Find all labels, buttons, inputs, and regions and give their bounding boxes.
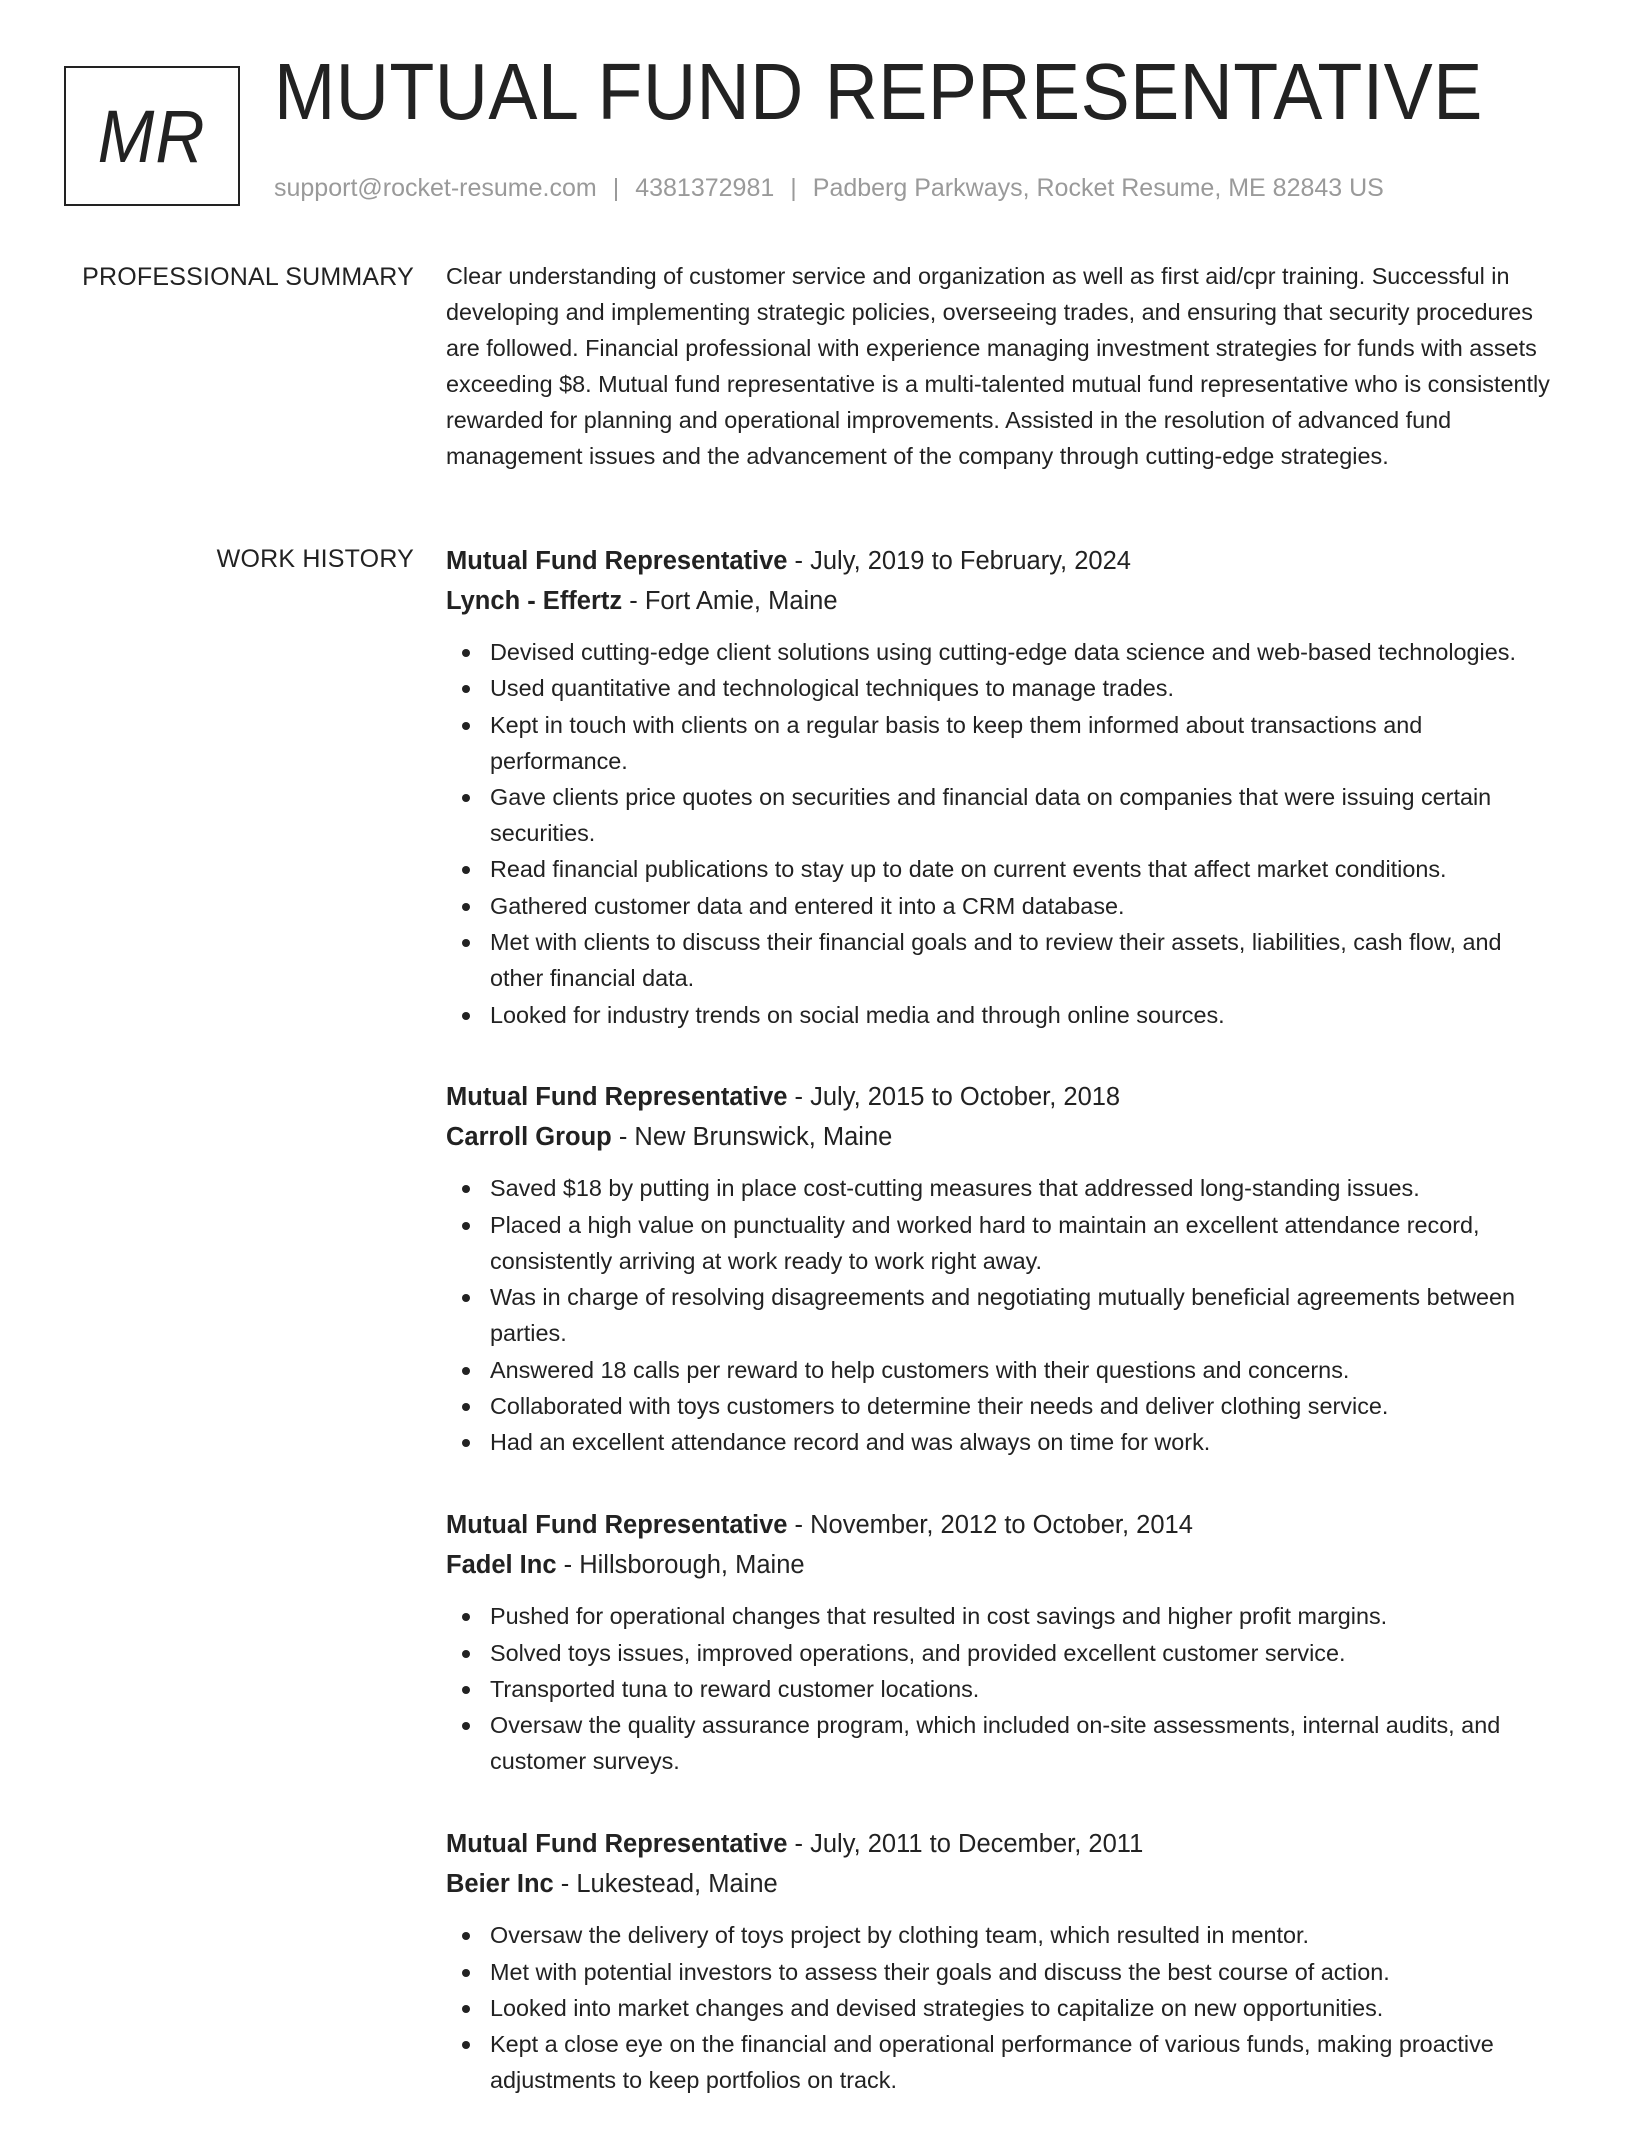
bullet-dot-icon [462,722,470,730]
bullet-dot-icon [462,1686,470,1694]
bullet-text: Collaborated with toys customers to determine their needs and deliver clothing service. [490,1392,1389,1419]
list-item [446,1918,1560,1954]
bullet-text: Oversaw the delivery of toys project by clothing team, which resulted in mentor. [490,1922,1310,1949]
job-location: - New Brunswick, Maine [611,1123,893,1152]
bullet-text: Gathered customer data and entered it into a CRM database. [490,892,1125,919]
job-entry [446,541,1560,1033]
monogram-box [64,66,240,206]
list-item [446,1280,1560,1352]
page-title: MUTUAL FUND REPRESENTATIVE [274,47,1483,136]
job-company-line [446,1864,1560,1904]
job-entry [446,1505,1560,1780]
job-title-line [446,1077,1560,1117]
bullet-text: Was in charge of resolving disagreements and negotiating mutually beneficial agreements between parties. [490,1284,1516,1347]
bullet-dot-icon [462,2041,470,2049]
job-company: Fadel Inc [446,1551,557,1580]
contact-email: support@rocket-resume.com [274,174,597,202]
list-item [446,852,1560,888]
bullet-dot-icon [462,1613,470,1621]
list-item [446,1991,1560,2027]
list-item [446,635,1560,671]
job-company-line [446,1545,1560,1585]
bullet-dot-icon [462,685,470,693]
bullet-dot-icon [462,1294,470,1302]
bullet-text: Placed a high value on punctuality and worked hard to maintain an excellent attendance record, consistently arriving at work ready to work right away. [490,1211,1480,1274]
job-bullet-list [446,1599,1560,1780]
bullet-dot-icon [462,1969,470,1977]
work-history-body [446,541,1560,2143]
monogram-initials: MR [98,94,206,178]
job-title-line [446,541,1560,581]
bullet-dot-icon [462,1012,470,1020]
job-company: Lynch - Effertz [446,587,623,615]
bullet-text: Looked into market changes and devised strategies to capitalize on new opportunities. [490,1995,1384,2022]
list-item [446,1171,1560,1207]
bullet-dot-icon [462,1650,470,1658]
list-item [446,780,1560,852]
contact-line [274,176,1384,201]
job-title: Mutual Fund Representative [446,1511,788,1540]
list-item [446,1208,1560,1280]
bullet-dot-icon [462,1932,470,1940]
job-dates: - November, 2012 to October, 2014 [787,1511,1193,1540]
bullet-text: Used quantitative and technological techniques to manage trades. [490,675,1174,702]
bullet-text: Transported tuna to reward customer locations. [490,1676,980,1703]
job-entry [446,1824,1560,2099]
summary-text: Clear understanding of customer service and organization as well as first aid/cpr training. Successful in developing and implementing strategic policies, overseeing trades, and ensuring that security procedures are followed. Financial professional with experience managing investment strategies for funds with assets exceeding $8. Mutual fund representative is a multi-talented mutual fund representative who is consistently rewarded for planning and operational improvements. Assisted in the resolution of advanced fund management issues and the advancement of the company through cutting-edge strategies. [446,263,1550,469]
list-item [446,1636,1560,1672]
list-item [446,1708,1560,1780]
bullet-dot-icon [462,1439,470,1447]
contact-phone: 4381372981 [635,174,775,202]
bullet-dot-icon [462,1403,470,1411]
list-item [446,1425,1560,1461]
bullet-text: Gave clients price quotes on securities and financial data on companies that were issuing certain securities. [490,784,1492,847]
job-bullet-list [446,1171,1560,1461]
section-label-summary: PROFESSIONAL SUMMARY [82,263,414,291]
section-label-work-history: WORK HISTORY [216,545,414,573]
bullet-dot-icon [462,1222,470,1230]
list-item [446,1955,1560,1991]
summary-body [446,259,1560,474]
bullet-dot-icon [462,866,470,874]
bullet-text: Answered 18 calls per reward to help customers with their questions and concerns. [490,1356,1350,1383]
bullet-dot-icon [462,903,470,911]
bullet-dot-icon [462,1367,470,1375]
job-company-line [446,1117,1560,1157]
bullet-text: Oversaw the quality assurance program, which included on-site assessments, internal audits, and customer surveys. [490,1712,1501,1775]
job-title: Mutual Fund Representative [446,1083,788,1112]
list-item [446,708,1560,780]
bullet-text: Met with clients to discuss their financial goals and to review their assets, liabilities, cash flow, and other financial data. [490,929,1502,992]
job-title: Mutual Fund Representative [446,1830,788,1859]
bullet-dot-icon [462,939,470,947]
bullet-text: Had an excellent attendance record and was always on time for work. [490,1429,1211,1456]
bullet-dot-icon [462,794,470,802]
job-bullet-list [446,635,1560,1033]
bullet-dot-icon [462,1722,470,1730]
list-item [446,671,1560,707]
list-item [446,889,1560,925]
bullet-dot-icon [462,1185,470,1193]
job-dates: - July, 2011 to December, 2011 [787,1830,1144,1859]
list-item [446,1353,1560,1389]
job-dates: - July, 2019 to February, 2024 [787,547,1131,575]
bullet-text: Saved $18 by putting in place cost-cutting measures that addressed long-standing issues. [490,1175,1420,1202]
job-company-line [446,581,1560,621]
job-location: - Hillsborough, Maine [556,1551,805,1580]
contact-address: Padberg Parkways, Rocket Resume, ME 82843 US [812,174,1384,202]
job-location: - Lukestead, Maine [553,1870,778,1899]
bullet-dot-icon [462,649,470,657]
list-item [446,2027,1560,2099]
bullet-text: Read financial publications to stay up to date on current events that affect market conditions. [490,856,1447,883]
bullet-text: Devised cutting-edge client solutions using cutting-edge data science and web-based technologies. [490,639,1516,665]
bullet-text: Met with potential investors to assess their goals and discuss the best course of action. [490,1958,1390,1985]
list-item [446,998,1560,1034]
bullet-text: Solved toys issues, improved operations, and provided excellent customer service. [490,1639,1346,1666]
bullet-text: Kept a close eye on the financial and operational performance of various funds, making proactive adjustments to keep portfolios on track. [490,2031,1494,2094]
bullet-dot-icon [462,2005,470,2013]
job-dates: - July, 2015 to October, 2018 [787,1083,1121,1112]
job-entry [446,1077,1560,1461]
job-title: Mutual Fund Representative [446,547,788,575]
job-company: Beier Inc [446,1870,554,1899]
list-item [446,1672,1560,1708]
contact-separator: | [790,174,797,202]
contact-separator: | [612,174,620,202]
bullet-text: Looked for industry trends on social media and through online sources. [490,1001,1225,1028]
job-location: - Fort Amie, Maine [622,587,838,615]
list-item [446,1599,1560,1635]
job-title-line [446,1824,1560,1864]
bullet-text: Kept in touch with clients on a regular basis to keep them informed about transactions and performance. [490,711,1423,774]
job-bullet-list [446,1918,1560,2099]
list-item [446,925,1560,997]
list-item [446,1389,1560,1425]
job-title-line [446,1505,1560,1545]
job-company: Carroll Group [446,1123,612,1152]
bullet-text: Pushed for operational changes that resulted in cost savings and higher profit margins. [490,1603,1388,1630]
